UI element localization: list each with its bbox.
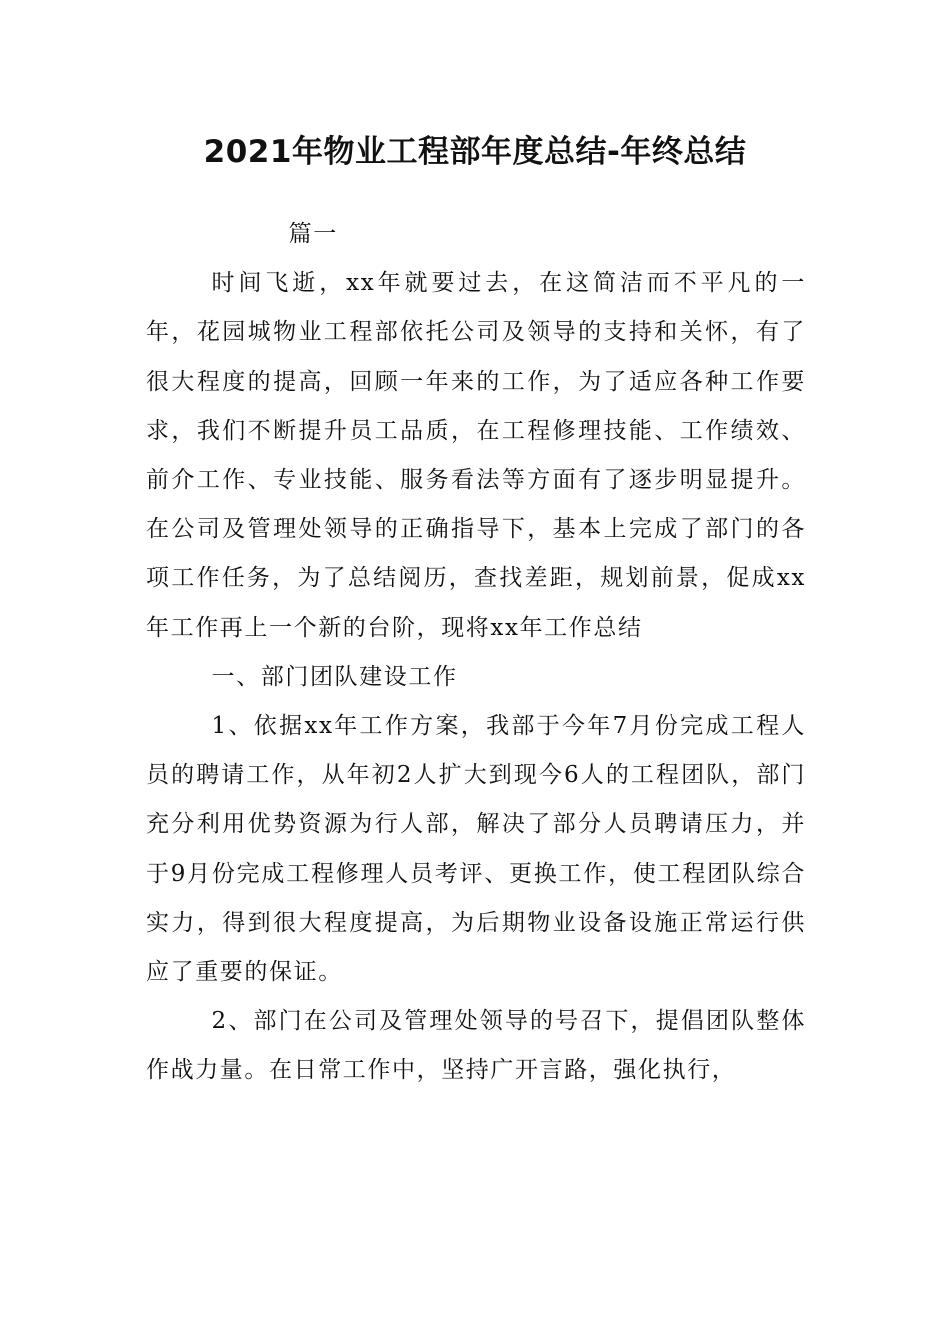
paragraph-item-1: 1、依据xx年工作方案，我部于今年7月份完成工程人员的聘请工作，从年初2人扩大到现今6人的工程团队，部门充分利用优势资源为行人部，解决了部分人员聘请压力，并于9月份完成工程修理人员考评、更换工作，使工程团队综合实力，得到很大程度提高，为后期物业设备设施正常运行供应了重要的保证。 (146, 713, 806, 986)
document-body (146, 210, 806, 1096)
document-title: 2021年物业工程部年度总结-年终总结 (203, 134, 747, 170)
paragraph-intro: 时间飞逝，xx年就要过去，在这简洁而不平凡的一年，花园城物业工程部依托公司及领导的支持和关怀，有了很大程度的提高，回顾一年来的工作，为了适应各种工作要求，我们不断提升员工品质，在工程修理技能、工作绩效、前介工作、专业技能、服务看法等方面有了逐步明显提升。在公司及管理处领导的正确指导下，基本上完成了部门的各项工作任务，为了总结阅历，查找差距，规划前景，促成xx年工作再上一个新的台阶，现将xx年工作总结 (146, 270, 806, 641)
chapter-label: 篇一 (288, 221, 338, 247)
section-heading: 一、部门团队建设工作 (211, 663, 458, 690)
paragraph-item-2: 2、部门在公司及管理处领导的号召下，提倡团队整体作战力量。在日常工作中，坚持广开言路，强化执行， (146, 1008, 806, 1084)
